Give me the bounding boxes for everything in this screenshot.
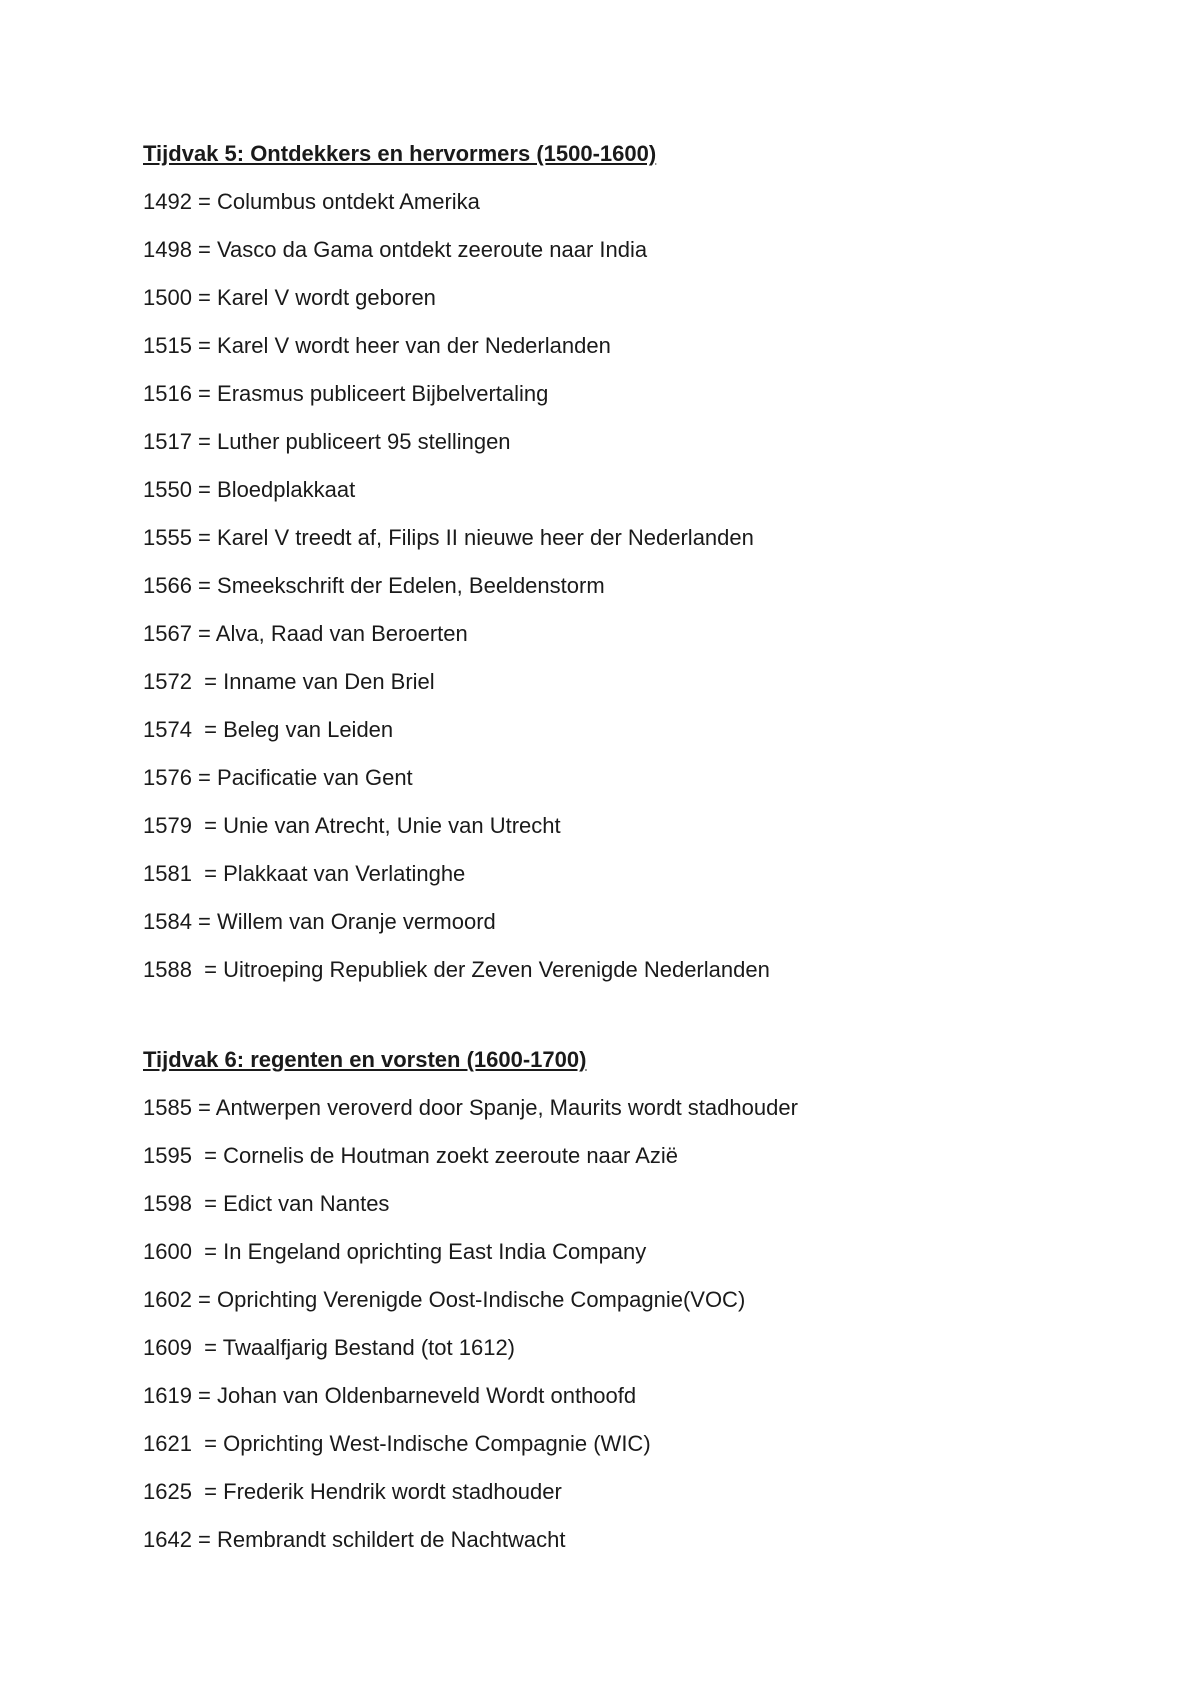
list-item: 1588 = Uitroeping Republiek der Zeven Verenigde Nederlanden	[143, 957, 770, 982]
list-item: 1609 = Twaalfjarig Bestand (tot 1612)	[143, 1335, 516, 1360]
list-item: 1619 = Johan van Oldenbarneveld Wordt onthoofd	[143, 1383, 637, 1408]
list-item: 1498 = Vasco da Gama ontdekt zeeroute naar India	[143, 237, 648, 262]
list-item: 1600 = In Engeland oprichting East India Company	[143, 1239, 647, 1264]
list-item: 1581 = Plakkaat van Verlatinghe	[143, 861, 466, 886]
list-item: 1572 = Inname van Den Briel	[143, 669, 435, 694]
list-item: 1515 = Karel V wordt heer van der Nederlanden	[143, 333, 611, 358]
list-item: 1602 = Oprichting Verenigde Oost-Indische Compagnie(VOC)	[143, 1287, 746, 1312]
list-item: 1642 = Rembrandt schildert de Nachtwacht	[143, 1527, 566, 1552]
list-item: 1576 = Pacificatie van Gent	[143, 765, 413, 790]
section-tijdvak-6	[143, 1046, 1143, 1554]
list-item: 1584 = Willem van Oranje vermoord	[143, 909, 496, 934]
list-item: 1598 = Edict van Nantes	[143, 1191, 390, 1216]
list-item: 1555 = Karel V treedt af, Filips II nieuwe heer der Nederlanden	[143, 525, 754, 550]
section-title: Tijdvak 6: regenten en vorsten (1600-1700)	[143, 1047, 587, 1072]
list-item: 1585 = Antwerpen veroverd door Spanje, Maurits wordt stadhouder	[143, 1095, 798, 1120]
list-item: 1516 = Erasmus publiceert Bijbelvertaling	[143, 381, 549, 406]
list-item: 1566 = Smeekschrift der Edelen, Beeldenstorm	[143, 573, 605, 598]
list-item: 1550 = Bloedplakkaat	[143, 477, 356, 502]
list-item: 1621 = Oprichting West-Indische Compagnie (WIC)	[143, 1431, 651, 1456]
list-item: 1567 = Alva, Raad van Beroerten	[143, 621, 468, 646]
section-title: Tijdvak 5: Ontdekkers en hervormers (1500-1600)	[143, 141, 657, 166]
list-item: 1595 = Cornelis de Houtman zoekt zeeroute naar Azië	[143, 1143, 679, 1168]
list-item: 1574 = Beleg van Leiden	[143, 717, 394, 742]
list-item: 1517 = Luther publiceert 95 stellingen	[143, 429, 511, 454]
list-item: 1625 = Frederik Hendrik wordt stadhouder	[143, 1479, 562, 1504]
section-tijdvak-5	[143, 140, 1143, 984]
list-item: 1500 = Karel V wordt geboren	[143, 285, 436, 310]
list-item: 1492 = Columbus ontdekt Amerika	[143, 189, 480, 214]
document-body	[143, 140, 1143, 1574]
section-spacer	[143, 1004, 1143, 1046]
list-item: 1579 = Unie van Atrecht, Unie van Utrecht	[143, 813, 561, 838]
